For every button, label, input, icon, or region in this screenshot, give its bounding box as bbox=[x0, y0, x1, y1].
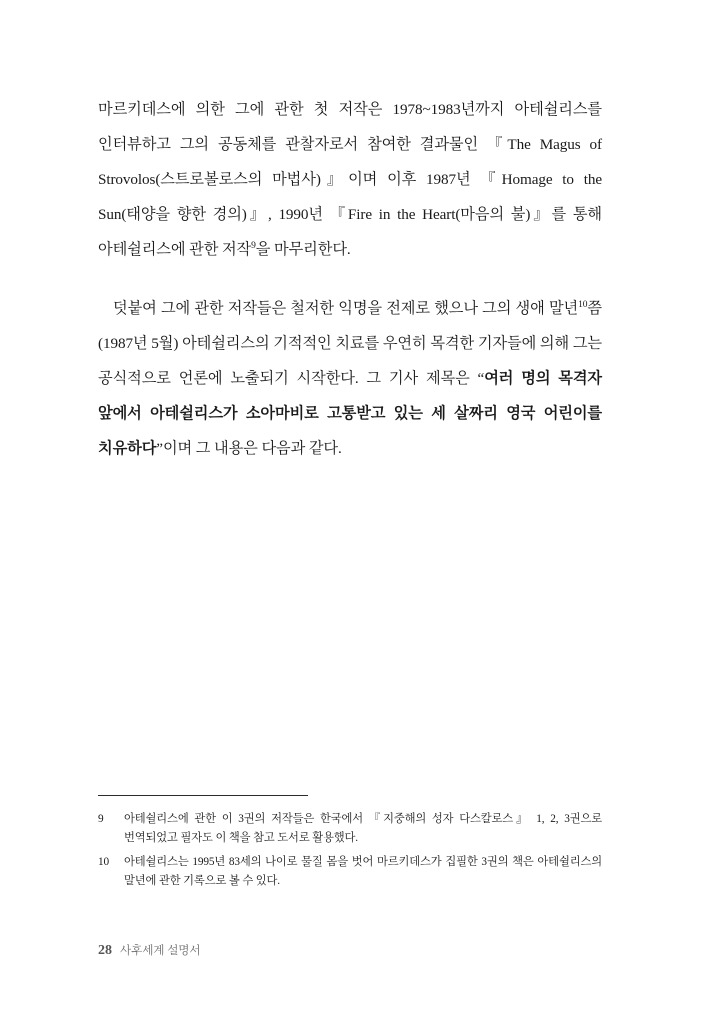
footnotes-section bbox=[98, 795, 602, 896]
footnote-ref-10: 10 bbox=[578, 299, 588, 310]
footnote-ref-9: 9 bbox=[251, 240, 256, 251]
body-text-area bbox=[98, 92, 602, 466]
footnote-item-10 bbox=[98, 853, 602, 891]
paragraph-2-mid: 쯤(1987년 5월) 아테쉴리스의 기적적인 치료를 우연히 목격한 기자들에 의해 그는 공식적으로 언론에 노출되기 시작한다. 그 기사 제목은 “ bbox=[98, 300, 602, 387]
page-number: 28 bbox=[98, 943, 112, 958]
footnote-item-9 bbox=[98, 810, 602, 848]
paragraph-2-tail: ”이며 그 내용은 다음과 같다. bbox=[156, 440, 342, 457]
footnote-text-10: 아테쉴리스는 1995년 83세의 나이로 물질 몸을 벗어 마르키데스가 집필한 3권의 책은 아테쉴리스의 말년에 관한 기록으로 볼 수 있다. bbox=[124, 856, 602, 887]
page-footer bbox=[98, 942, 201, 959]
footnote-text-9: 아테쉴리스에 관한 이 3권의 저작들은 한국에서 『지중해의 성자 다스칼로스』 1, 2, 3권으로 번역되었고 필자도 이 책을 참고 도서로 활용했다. bbox=[124, 813, 602, 844]
footnote-separator-rule bbox=[98, 795, 308, 796]
running-title: 사후세계 설명서 bbox=[120, 944, 201, 957]
paragraph-1-text-after: 을 마무리한다. bbox=[255, 241, 351, 258]
paragraph-2-lead: 덧붙여 그에 관한 저작들은 철저한 익명을 전제로 했으나 그의 생애 말년 bbox=[113, 300, 579, 317]
paragraph-2-bold-headline: 여러 명의 목격자 앞에서 아테쉴리스가 소아마비로 고통받고 있는 세 살짜리 영국 어린이를 치유하다 bbox=[98, 370, 602, 457]
footnote-number-9: 9 bbox=[98, 813, 104, 825]
paragraph-1 bbox=[98, 92, 602, 267]
paragraph-2 bbox=[98, 291, 602, 466]
paragraph-1-text: 마르키데스에 의한 그에 관한 첫 저작은 1978~1983년까지 아테쉴리스를 인터뷰하고 그의 공동체를 관찰자로서 참여한 결과물인 『The Magus of Strovolos(스트로볼로스의 마법사)』이며 이후 1987년 『Homage to the Sun(태양을 향한 경의)』, 1990년 『Fire in the Heart(마음의 불)』를 통해 아테쉴리스에 관한 저작 bbox=[98, 101, 602, 258]
footnote-number-10: 10 bbox=[98, 856, 109, 868]
